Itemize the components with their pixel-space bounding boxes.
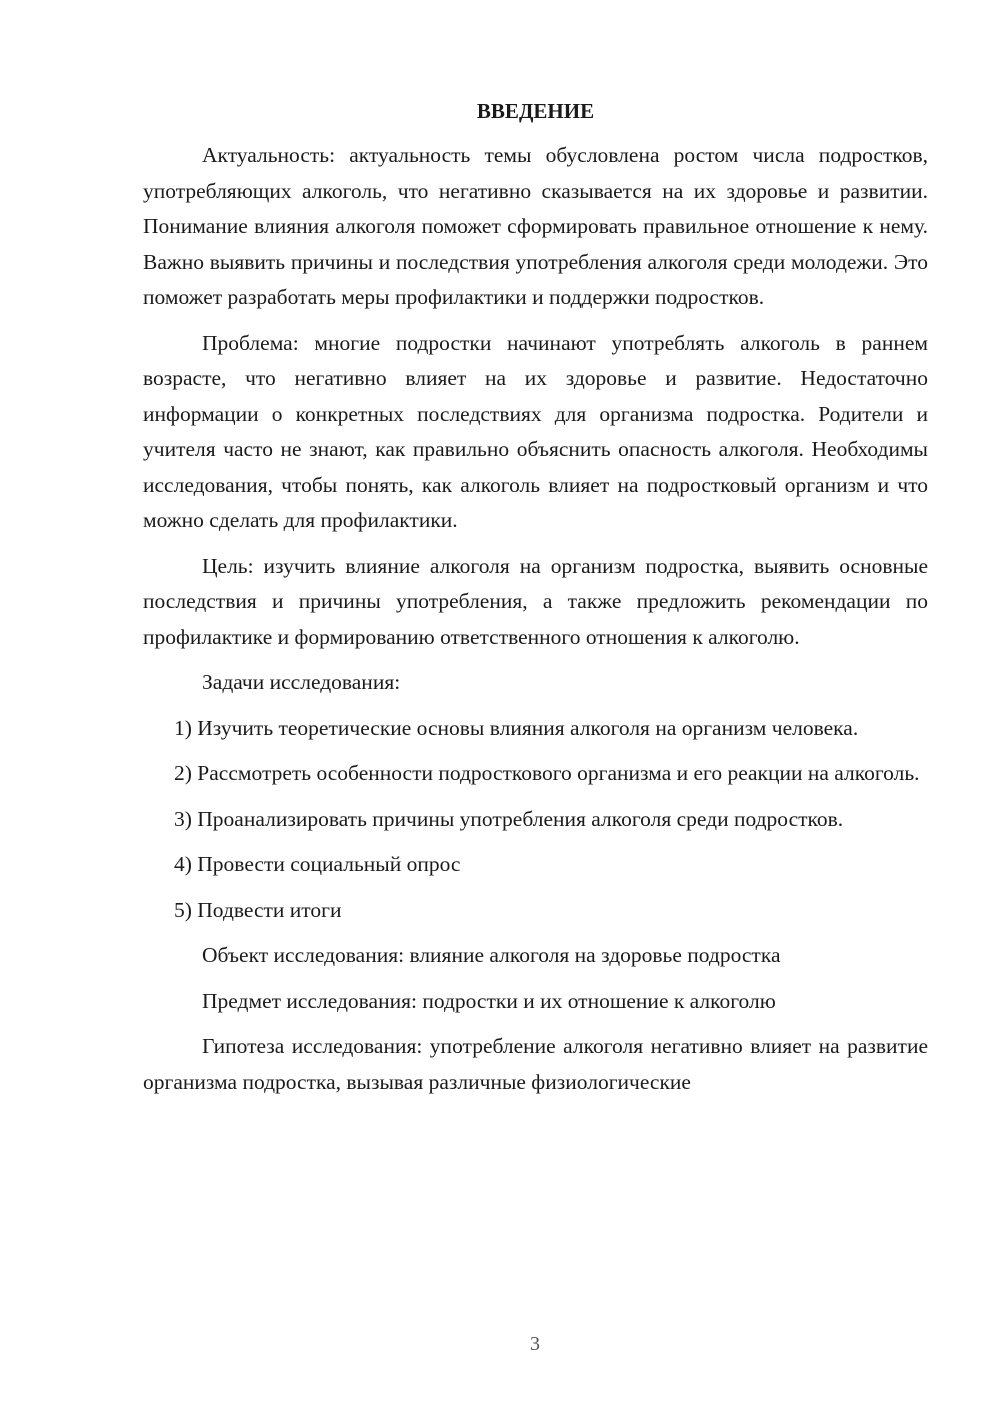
section-heading: ВВЕДЕНИЕ — [476, 99, 595, 123]
goal-paragraph: Цель: изучить влияние алкоголя на организм подростка, выявить основные последствия и причины употребления, а также предложить рекомендации по профилактике и формированию ответственного отношения к алкоголю. — [143, 553, 928, 649]
problem-paragraph: Проблема: многие подростки начинают употреблять алкоголь в раннем возрасте, что негативно влияет на их здоровье и развитие. Недостаточно информации о конкретных последствиях для организма подростка. Родители и учителя часто не знают, как правильно объяснить опасность алкоголя. Необходимы исследования, чтобы понять, как алкоголь влияет на подростковый организм и что можно сделать для профилактики. — [143, 330, 928, 532]
task-item: 4) Провести социальный опрос — [174, 852, 461, 876]
object-paragraph: Объект исследования: влияние алкоголя на здоровье подростка — [202, 943, 781, 967]
task-item: 3) Проанализировать причины употребления алкоголя среди подростков. — [174, 806, 844, 831]
subject-paragraph: Предмет исследования: подростки и их отношение к алкоголю — [202, 988, 776, 1013]
task-item: 1) Изучить теоретические основы влияния алкоголя на организм человека. — [174, 715, 859, 740]
tasks-title: Задачи исследования: — [202, 670, 401, 694]
task-item: 5) Подвести итоги — [174, 897, 342, 922]
page-number: 3 — [530, 1333, 540, 1355]
task-item: 2) Рассмотреть особенности подросткового организма и его реакции на алкоголь. — [174, 761, 920, 785]
document-page — [143, 96, 928, 1110]
hypothesis-paragraph: Гипотеза исследования: употребление алкоголя негативно влияет на развитие организма подростка, вызывая различные физиологические — [143, 1034, 928, 1094]
relevance-paragraph: Актуальность: актуальность темы обусловлена ростом числа подростков, употребляющих алкоголь, что негативно сказывается на их здоровье и развитии. Понимание влияния алкоголя поможет сформировать правильное отношение к нему. Важно выявить причины и последствия употребления алкоголя среди молодежи. Это поможет разработать меры профилактики и поддержки подростков. — [143, 143, 928, 309]
